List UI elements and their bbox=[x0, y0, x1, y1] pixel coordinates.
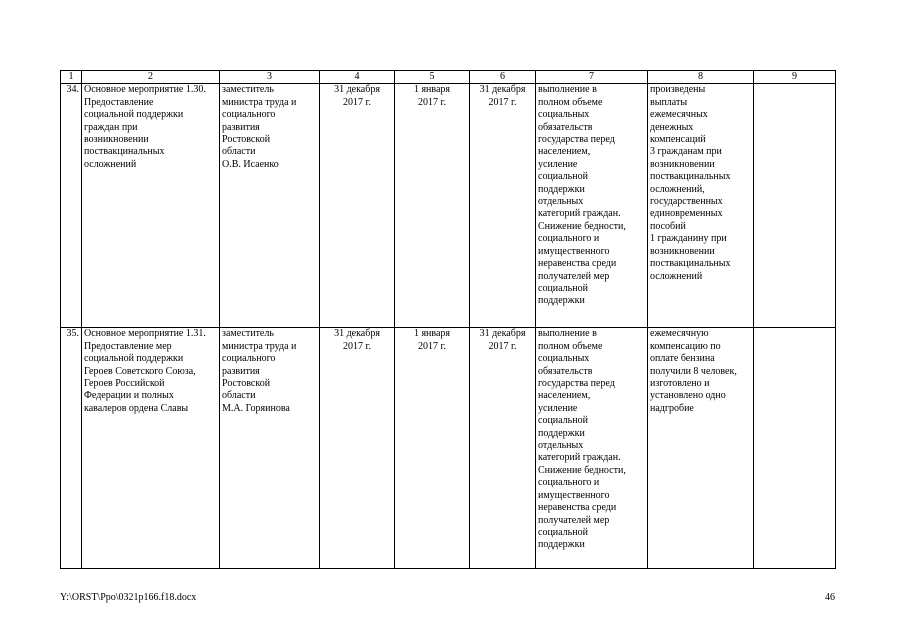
table-row bbox=[61, 84, 836, 328]
column-header: 2 bbox=[82, 71, 220, 84]
achieved-result-cell: ежемесячную компенсацию по оплате бензина получили 8 человек, изготовлено и установлено одно надгробие bbox=[648, 328, 754, 569]
plan-end-date-cell: 31 декабря 2017 г. bbox=[320, 328, 395, 569]
column-header: 1 bbox=[61, 71, 82, 84]
actual-end-date-cell: 31 декабря 2017 г. bbox=[470, 328, 536, 569]
column-header: 9 bbox=[754, 71, 836, 84]
notes-cell bbox=[754, 328, 836, 569]
expected-result-cell: выполнение в полном объеме социальных обязательств государства перед населением, усиление социальной поддержки отдельных категорий граждан. Снижение бедности, социального и имущественного неравенства среди получателей мер социальной поддержки bbox=[536, 328, 648, 569]
actual-start-date-cell: 1 января 2017 г. bbox=[395, 328, 470, 569]
actual-start-date-cell: 1 января 2017 г. bbox=[395, 84, 470, 328]
responsible-cell: заместитель министра труда и социального развития Ростовской области О.В. Исаенко bbox=[220, 84, 320, 328]
header-row bbox=[61, 71, 836, 84]
expected-result-cell: выполнение в полном объеме социальных обязательств государства перед населением, усиление социальной поддержки отдельных категорий граждан. Снижение бедности, социального и имущественного неравенства среди получателей мер социальной поддержки bbox=[536, 84, 648, 328]
table-row bbox=[61, 328, 836, 569]
column-header: 8 bbox=[648, 71, 754, 84]
achieved-result-cell: произведены выплаты ежемесячных денежных компенсаций 3 гражданам при возникновении поствакцинальных осложнений, государственных единовременных пособий 1 гражданину при возникновении поствакцинальных осложнений bbox=[648, 84, 754, 328]
actual-end-date-cell: 31 декабря 2017 г. bbox=[470, 84, 536, 328]
activity-cell: Основное мероприятие 1.31. Предоставление мер социальной поддержки Героев Советского Союза, Героев Российской Федерации и полных кавалеров ордена Славы bbox=[82, 328, 220, 569]
column-header: 3 bbox=[220, 71, 320, 84]
notes-cell bbox=[754, 84, 836, 328]
activities-table bbox=[60, 70, 836, 569]
activity-cell: Основное мероприятие 1.30. Предоставление социальной поддержки граждан при возникновении поствакцинальных осложнений bbox=[82, 84, 220, 328]
column-header: 6 bbox=[470, 71, 536, 84]
page-number: 46 bbox=[825, 592, 835, 603]
column-header: 7 bbox=[536, 71, 648, 84]
column-header: 4 bbox=[320, 71, 395, 84]
row-number: 34. bbox=[61, 84, 82, 328]
column-header: 5 bbox=[395, 71, 470, 84]
responsible-cell: заместитель министра труда и социального развития Ростовской области М.А. Горяинова bbox=[220, 328, 320, 569]
footer-file-path: Y:\ORST\Ppo\0321p166.f18.docx bbox=[60, 592, 197, 603]
plan-end-date-cell: 31 декабря 2017 г. bbox=[320, 84, 395, 328]
row-number: 35. bbox=[61, 328, 82, 569]
